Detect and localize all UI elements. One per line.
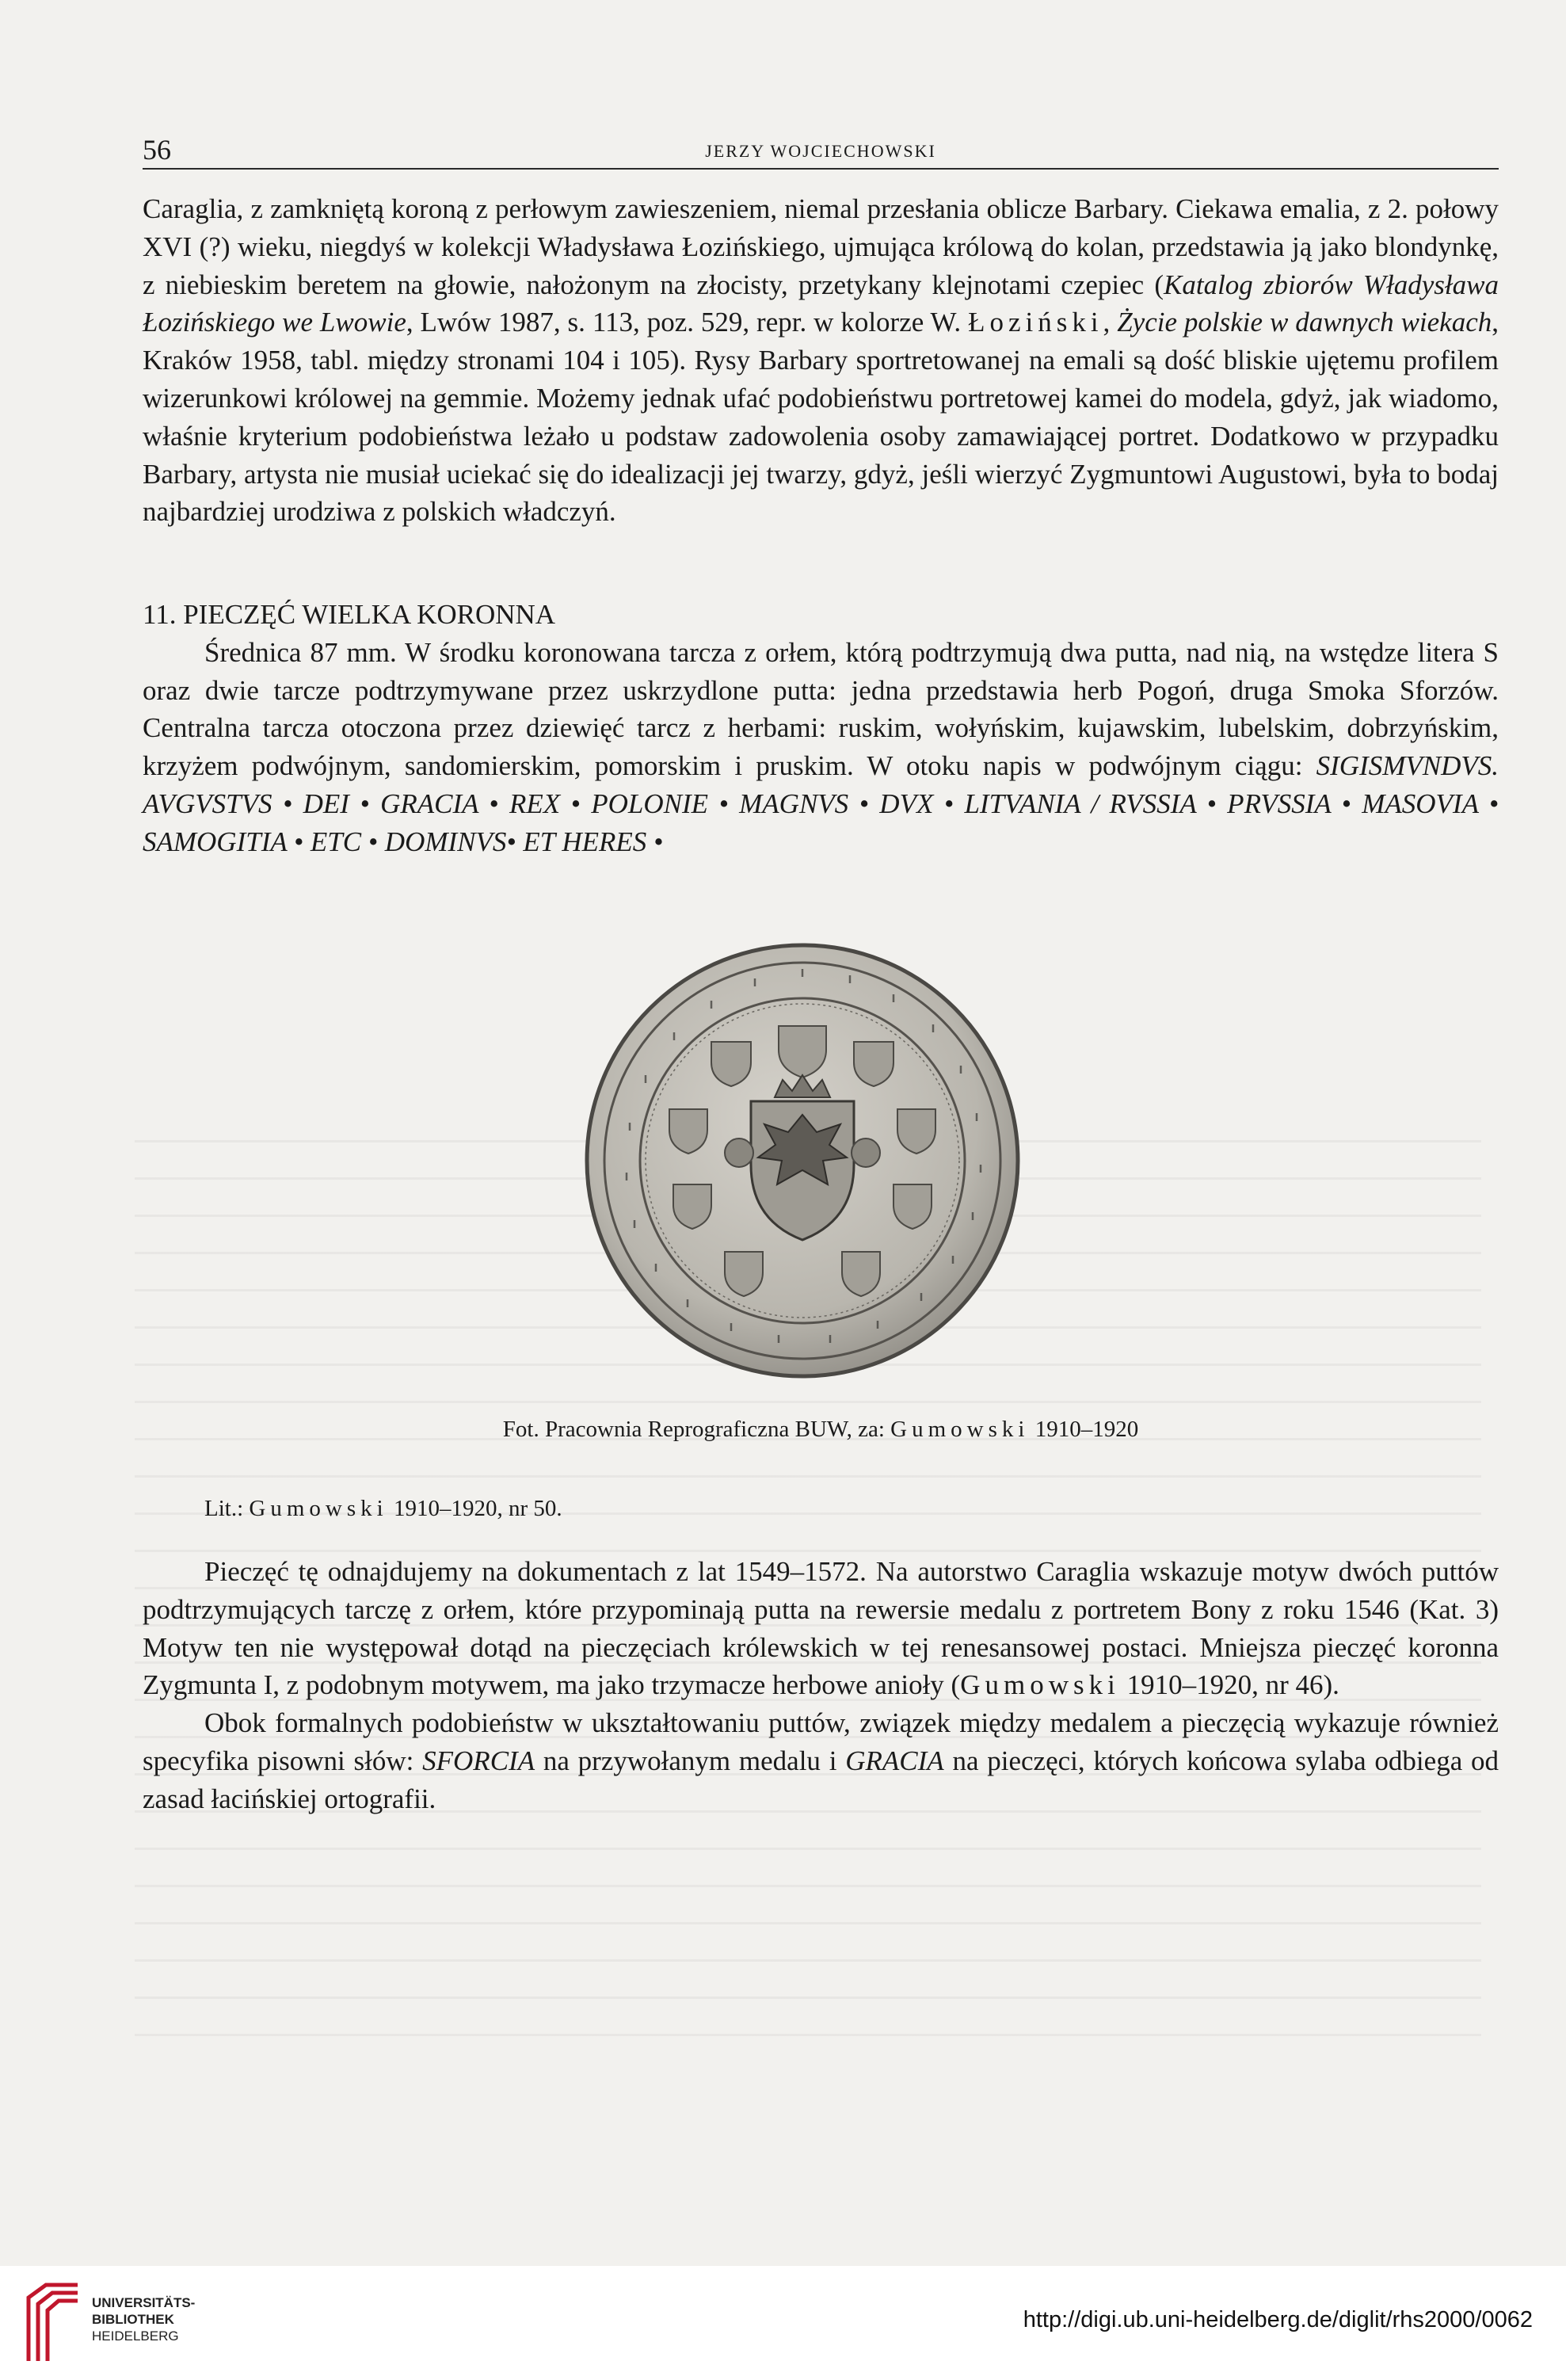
figure-caption: Fot. Pracownia Reprograficzna BUW, za: Gumowski 1910–1920	[502, 1417, 1139, 1442]
author-lozinski: Łoziński	[968, 307, 1103, 338]
catalog-title: Katalog zbiorów Władysława Łozińskiego we Lwowie	[143, 269, 1499, 338]
seal-inscription: SIGISMVNDVS. AVGVSTVS • DEI • GRACIA • REX • POLONIE • MAGNVS • DVX • LITVANIA / RVSSIA • PRVSSIA • MASOVIA • SAMOGITIA • ETC • DOMINVS• ET HERES •	[143, 750, 1499, 857]
page-number: 56	[143, 134, 171, 166]
seal-photograph	[581, 939, 1024, 1383]
literature-reference: Lit.: Gumowski 1910–1920, nr 50.	[204, 1496, 562, 1521]
paragraph-seal-dating: Pieczęć tę odnajdujemy na dokumentach z lat 1549–1572. Na autorstwo Caraglia wskazuje motyw dwóch puttów podtrzymujących tarczę z orłem, które przypominają putta na rewersie medalu z portretem Bony z roku 1546 (Kat. 3) Motyw ten nie występował dotąd na pieczęciach królewskich w tej renesansowej postaci. Mniejsza pieczęć koronna Zygmunta I, z podobnym motywem, ma jako trzymacze herbowe anioły (Gumowski 1910–1920, nr 46). Obok formalnych podobieństw w ukształtowaniu puttów, związek między medalem a pieczęcią wykazuje również specyfika pisowni słów: SFORCIA na przywołanym medalu i GRACIA na pieczęci, których końcowa sylaba odbiega od zasad łacińskiej ortografii.	[143, 1553, 1499, 1818]
section-title: 11. PIECZĘĆ WIELKA KORONNA	[143, 599, 556, 630]
page-header	[143, 133, 1499, 170]
library-name: UNIVERSITÄTS- BIBLIOTHEK HEIDELBERG	[92, 2295, 196, 2344]
book-title: Życie polskie w dawnych wiekach	[1117, 307, 1492, 338]
source-url-link[interactable]: http://digi.ub.uni-heidelberg.de/diglit/rhs2000/0062	[1023, 2307, 1533, 2332]
paragraph-barbara-enamel: Caraglia, z zamkniętą koroną z perłowym zawieszeniem, niemal przesłania oblicze Barbary. Ciekawa emalia, z 2. połowy XVI (?) wieku, niegdyś w kolekcji Władysława Łozińskiego, ujmująca królową do kolan, przedstawia ją jako blondynkę, z niebieskim beretem na głowie, nałożonym na złocisty, przetykany klejnotami czepiec (Katalog zbiorów Władysława Łozińskiego we Lwowie, Lwów 1987, s. 113, poz. 529, repr. w kolorze W. Łoziński, Życie polskie w dawnych wiekach, Kraków 1958, tabl. między stronami 104 i 105). Rysy Barbary sportretowanej na emali są dość bliskie ujętemu profilem wizerunkowi królowej na gemmie. Możemy jednak ufać podobieństwu portretowej kamei do modela, gdyż, jak wiadomo, właśnie kryterium podobieństwa leżało u podstaw zadowolenia osoby zamawiającej portret. Dodatkowo w przypadku Barbary, artysta nie musiał uciekać się do idealizacji jej twarzy, gdyż, jeśli wierzyć Zygmuntowi Augustowi, była to bodaj najbardziej urodziwa z polskich władczyń.	[143, 193, 1499, 528]
section-body: Średnica 87 mm. W środku koronowana tarcza z orłem, którą podtrzymują dwa putta, nad nią, na wstędze litera S oraz dwie tarcze podtrzymywane przez uskrzydlone putta: jedna przedstawia herb Pogoń, druga Smoka Sforzów. Centralna tarcza otoczona przez dziewięć tarcz z herbami: ruskim, wołyńskim, kujawskim, lubelskim, dobrzyńskim, krzyżem podwójnym, sandomierskim, pomorskim i pruskim. W otoku napis w podwójnym ciągu:	[143, 636, 1499, 782]
library-logo-icon	[22, 2282, 82, 2364]
section-great-seal	[143, 596, 1499, 861]
running-title: JERZY WOJCIECHOWSKI	[705, 141, 936, 161]
paragraph-spelling: Obok formalnych podobieństw w ukształtowaniu puttów, związek między medalem a pieczęcią wykazuje również specyfika pisowni słów: SFORCIA na przywołanym medalu i GRACIA na pieczęci, których końcowa sylaba odbiega od zasad łacińskiej ortografii.	[143, 1707, 1499, 1814]
digitization-footer	[0, 2266, 1566, 2380]
